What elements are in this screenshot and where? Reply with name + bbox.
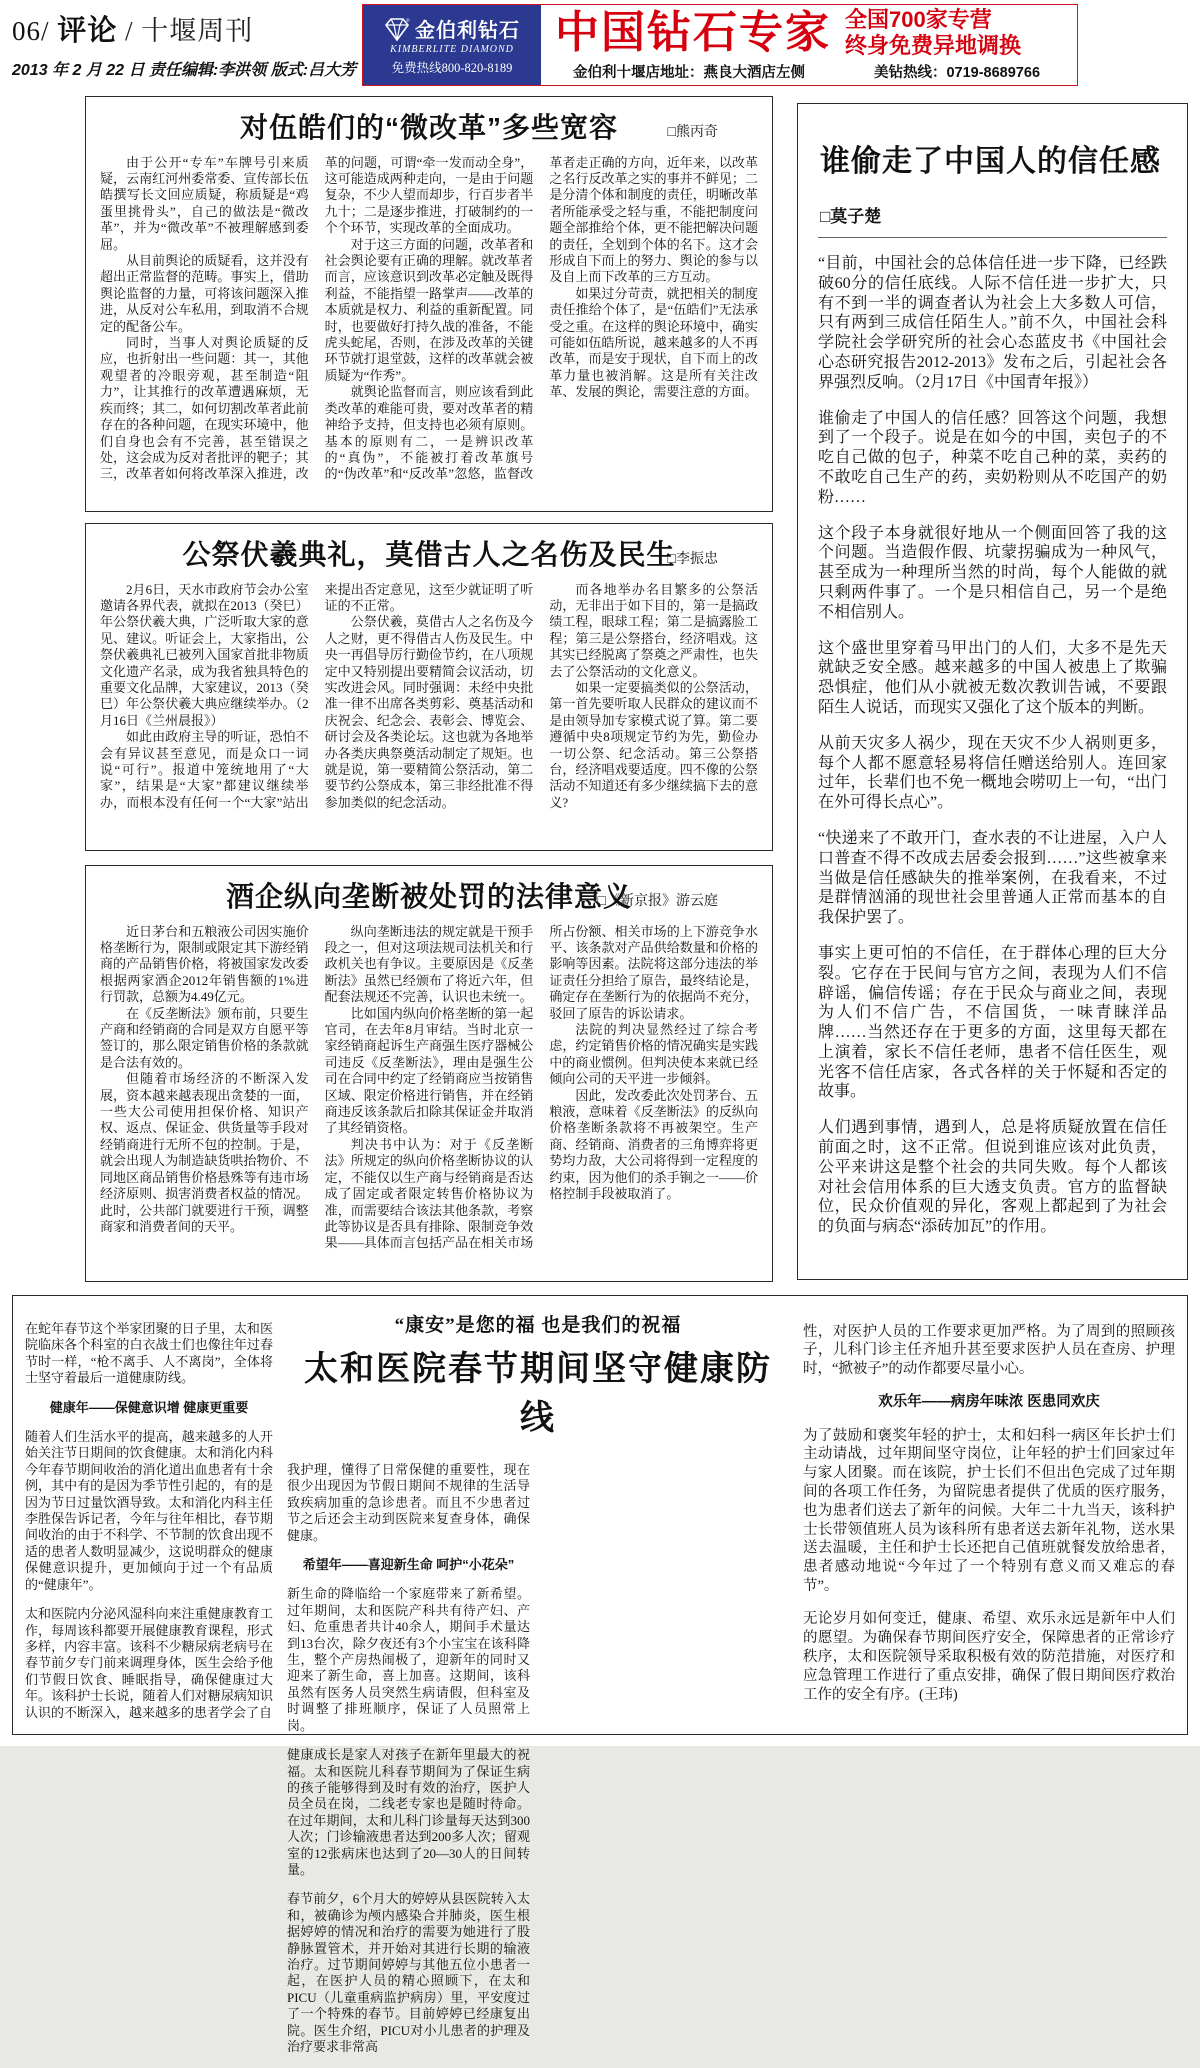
article-micro-reform	[85, 96, 773, 512]
paragraph: “快递来了不敢开门，查水表的不让进屋，入户人口普查不得不改成去居委会报到……”这些被拿来当做是信任感缺失的推举案例，在我看来，不过是群情汹涌的现世社会里普通人正常而基本的自我保护罢了。	[818, 829, 1167, 927]
paragraph: 春节前夕，6个月大的婷婷从县医院转入太和，被确诊为颅内感染合并肺炎，医生根据婷婷的情况和治疗的需要为她进行了股静脉置管术，并开始对其进行长期的输液治疗。过节期间婷婷与其他五位小患者一起，在医护人员的精心照顾下，在太和PICU（儿童重病监护病房）里，平安度过了一个特殊的春节。目前婷婷已经康复出院。医生介绍，PICU对小儿患者的护理及治疗要求非常高	[287, 1891, 530, 2054]
paragraph: 从目前舆论的质疑看，这并没有超出正常监督的范畴。事实上，借助舆论监督的力量，可将该问题深入推进，从反对公车私用，到取消不合规定的配备公车。	[100, 253, 309, 334]
article-body	[100, 582, 758, 832]
article-title: 公祭伏羲典礼，莫借古人之名伤及民生	[182, 539, 676, 570]
hospital-feature	[12, 1295, 1188, 2054]
feature-right-paragraphs	[803, 1427, 1175, 1705]
feature-subhead-hope: 希望年——喜迎新生命 呵护“小花朵”	[302, 1557, 515, 1573]
masthead	[12, 8, 357, 80]
article-author: □李振忠	[667, 551, 718, 567]
paragraph: 纵向垄断违法的规定就是干预手段之一，但对这项法规司法机关和行政机关也有争议。主要原因是《反垄断法》虽然已经颁布了将近六年，但配套法规还不完善，认识也未统一。	[324, 923, 534, 1005]
folio-line	[12, 8, 352, 49]
ad-main-area	[541, 5, 1077, 85]
article-author: □莫子楚	[820, 207, 882, 226]
ad-slogan-line1: 全国700家专营	[845, 7, 992, 32]
paragraph: 无论岁月如何变迁，健康、希望、欢乐永远是新年中人们的愿望。为确保春节期间医疗安全，保障患者的正常诊疗秩序，太和医院领导采取积极有效的防范措施，对医疗和应急管理工作进行了重点安排，确保了假日期间医疗救治工作的安全有序。(王玮)	[803, 1611, 1175, 1703]
feature-left-paragraphs	[25, 1429, 273, 1721]
paragraph: 在《反垄断法》颁布前，只要生产商和经销商的合同是双方自愿平等签订的，那么限定销售价格的条款就是合法有效的。	[100, 1005, 309, 1070]
paragraph: 我护理，懂得了日常保健的重要性，现在很少出现因为节假日期间不规律的生活导致疾病加重的急诊患者。而且不少患者过节之后还会主动到医院来复查身体，确保健康。	[287, 1462, 530, 1543]
feature-kicker: “康安”是您的福 也是我们的祝福	[394, 1315, 682, 1336]
paragraph: 对于这三方面的问题，改革者和社会舆论要有正确的理解。就改革者而言，应该意识到改革必定触及既得利益，不能指望一路掌声——改革的本质就是权力、利益的重新配置。同时，也要做好打持久战的准备，不能虎头蛇尾，否则，在涉及改革的关键环节就打退堂鼓，这样的改革就会被质疑为“作秀”。	[324, 236, 534, 383]
feature-subhead-joy: 欢乐年——病房年味浓 医患同欢庆	[878, 1394, 1100, 1411]
paragraph: 在蛇年春节这个举家团聚的日子里，太和医院临床各个科室的白衣战士们也像往年过春节时一样，“枪不离手、人不离岗”，全体将士坚守着最后一道健康防线。	[25, 1321, 273, 1386]
paragraph: 这个盛世里穿着马甲出门的人们，大多不是先天就缺乏安全感。越来越多的中国人被患上了欺骗恐惧症，他们从小就被无数次教训告诫，不要跟陌生人说话，而现实又强化了这个版本的判断。	[818, 639, 1167, 716]
paragraph: 随着人们生活水平的提高，越来越多的人开始关注节日期间的饮食健康。太和消化内科今年春节期间收治的消化道出血患者有十余例，其中有的是因为季节性引起的，有的是因为节日过量饮酒导致。太和消化内科主任李胜保告诉记者，今年与往年相比，春节期间收治的由于不科学、不节制的饮食出现不适的患者人数明显减少，这说明群众的健康保健意识提升，更加倾向于过一个有品质的“健康年”。	[25, 1429, 273, 1592]
paragraph: 如果一定要搞类似的公祭活动，第一首先要听取人民群众的建议而不是由领导加专家模式说了算。第二要遵循中央8项规定节约为先，勤俭办一切公祭、纪念活动。第三公祭搭台，经济唱戏要适度。四不像的公祭活动不知道还有多少继续搞下去的意义?	[549, 680, 758, 810]
paragraph: 由于公开“专车”车牌号引来质疑，云南红河州委常委、宣传部长伍皓撰写长文回应质疑，称质疑是“鸡蛋里挑骨头”，自己的做法是“微改革”，并为“微改革”不被理解感到委屈。	[100, 154, 309, 252]
article-liquor-monopoly	[85, 865, 773, 1282]
article-title: 酒企纵向垄断被处罚的法律意义	[225, 881, 632, 912]
paragraph: 这个段子本身就很好地从一个侧面回答了我的这个问题。当造假作假、坑蒙拐骗成为一种风气，甚至成为一种理所当然的时尚，每个人能做的就只剩两件事了。一个是只相信自己，另一个是绝不相信别人。	[818, 524, 1167, 621]
paragraph: 如此由政府主导的听证，恐怕不会有异议甚至意见，而是众口一词说“可行”。报道中笼统地用了“大家”，结果是“大家”都建议继续举办，而根本没有任何一个“大家”站出来提出否定意见，这至少就证明了听证的不正常。	[100, 581, 534, 810]
paragraph: 因此，发改委此次处罚茅台、五粮液，意味着《反垄断法》的反纵向价格垄断条款将不再被架空。生产商、经销商、消费者的三角博弈将更势均力敌，大公司将得到一定程度的约束，因为他们的杀手锏之一——价格控制手段被取消了。	[549, 1087, 758, 1202]
ad-brand-name-en: KIMBERLITE DIAMOND	[390, 44, 514, 55]
paragraph: 比如国内纵向价格垄断的第一起官司，在去年8月审结。当时北京一家经销商起诉生产商强生医疗器械公司违反《反垄断法》，理由是强生公司在合同中约定了经销商应当按销售区域、限定价格进行销售，并在经销商违反该条款后扣除其保证金并取消了其经销资格。	[324, 1005, 534, 1136]
paragraph: 而各地举办名目繁多的公祭活动，无非出于如下目的，第一是搞政绩工程，眼球工程；第二是搞露脸工程；第三是公祭搭台，经济唱戏。这其实已经脱离了祭奠之严肃性，也失去了公祭活动的文化意义。	[549, 581, 758, 679]
paragraph: 2月6日，天水市政府节会办公室邀请各界代表，就拟在2013（癸巳）年公祭伏羲大典，广泛听取大家的意见、建议。听证会上，大家指出，公祭伏羲典礼已被列入国家首批非物质文化遗产名录，成为我省独具特色的重要文化品牌，大家建议，2013（癸巳）年公祭伏羲大典应继续举办。（2月16日《兰州晨报》）	[100, 581, 309, 728]
section-label: 评论	[57, 15, 118, 47]
paragraph: 公祭伏羲，莫借古人之名伤及今人之财，更不得借古人伤及民生。中央一再倡导厉行勤俭节约，在八项规定中又特别提出要精简会议活动，切实改进会风。同时强调：未经中央批准一律不出席各类剪彩、奠基活动和庆祝会、纪念会、表彰会、博览会、研讨会及各类论坛。这也就为各地举办各类庆典祭奠活动制定了规矩。也就是说，第一要精简公祭活动，第二要节约公祭成本，第三非经批准不得参加类似的纪念活动。	[324, 614, 534, 810]
page-number: 06/	[12, 16, 50, 46]
ad-brand-name-cn: 金伯利钻石	[415, 20, 520, 42]
ad-store-address: 金伯利十堰店地址：燕良大酒店左侧	[573, 65, 805, 81]
paragraph: 太和医院内分泌风湿科向来注重健康教育工作，每周该科都要开展健康教育课程，形式多样，内容丰富。该科不少糖尿病老病号在春节前夕专门前来调理身体，医生会给予他们节假日饮食、睡眠指导，确保健康过大年。该科护士长说，随着人们对糖尿病知识认识的不断深入，越来越多的患者学会了自	[25, 1606, 273, 1720]
diamond-advertisement	[362, 4, 1078, 86]
paragraph: 从前天灾多人祸少，现在天灾不少人祸则更多，每个人都不愿意轻易将信任赠送给别人。连回家过年，长辈们也不免一概地会唠叨上一句，“出门在外可得长点心”。	[818, 734, 1167, 812]
paragraph: “目前，中国社会的总体信任进一步下降，已经跌破60分的信任底线。人际不信任进一步扩大，只有不到一半的调查者认为社会上大多数人可信，只有两到三成信任陌生人。”前不久，中国社会科学院社会学研究所的社会心态蓝皮书《中国社会心态研究报告2012-2013》发布之后，引起社会各界强烈反响。（2月17日《中国青年报》）	[818, 255, 1167, 391]
paragraph: 但随着市场经济的不断深入发展，资本越来越表现出贪婪的一面，一些大公司使用担保价格、知识产权、返点、保证金、供货量等手段对经销商进行无所不包的控制。于是，就会出现人为制造缺货哄抬物价、不同地区商品销售价格悬殊等有违市场经济原则、损害消费者权益的情况。此时，公共部门就要进行干预，调整商家和消费者间的天平。	[100, 1071, 309, 1234]
paragraph: 近日茅台和五粮液公司因实施价格垄断行为，限制或限定其下游经销商的产品销售价格，将被国家发改委根据两家酒企2012年销售额的1%进行罚款，总额为4.49亿元。	[100, 923, 309, 1005]
paragraph: 性，对医护人员的工作要求更加严格。为了周到的照顾孩子，儿科门诊主任齐旭升甚至要求医护人员在查房、护理时，“掀被子”的动作都要尽量小心。	[803, 1323, 1175, 1378]
feature-subhead-health: 健康年——保健意识增 健康更重要	[49, 1399, 249, 1415]
article-trust-column	[797, 103, 1188, 1280]
feature-center-column	[287, 1308, 789, 2054]
paragraph: 法院的判决显然经过了综合考虑，约定销售价格的情况确实是实践中的商业惯例。但判决使本来就已经倾向公司的天平进一步倾斜。	[549, 1022, 758, 1087]
svg-text:®: ®	[406, 18, 410, 24]
paragraph: 人们遇到事情，遇到人，总是将质疑放置在信任前面之时，这不正常。但说到谁应该对此负责，公平来讲这是整个社会的共同失败。每个人都该对社会信用体系的巨大透支负责。官方的监督缺位，民众价值观的异化，客观上都起到了为社会的负面与病态“添砖加瓦”的作用。	[818, 1119, 1167, 1236]
article-fuxi-ceremony	[85, 523, 773, 851]
article-author: □熊丙奇	[667, 124, 718, 140]
separator: /	[125, 16, 134, 46]
feature-headline: 太和医院春节期间坚守健康防线	[304, 1351, 772, 1437]
paragraph: 健康成长是家人对孩子在新年里最大的祝福。太和医院儿科春节期间为了保证生病的孩子能够得到及时有效的治疗，医护人员全员在岗，二线老专家也是随时待命。在过年期间，太和儿科门诊量每天达到300人次；门诊输液患者达到200多人次；留观室的12张病床也达到了20—30人的日间转量。	[287, 1747, 530, 1877]
ad-brand-panel	[363, 5, 541, 85]
paragraph: 就舆论监督而言，则应该看到此类改革的难能可贵，要对改革者的精神给予支持，但支持也必须有原则。基本的原则有二，一是辨识改革的“真伪”，不能被打着改革旗号的“伪改革”和“反改革”忽悠，监督改革者走正确的方向，近年来，以改革之名行反改革之实的事并不鲜见；二是分清个体和制度的责任，明晰改革者所能承受之轻与重，不能把制度问题全部推给个体，更不能把解决问题的责任，全划到个体的名下。这才会形成自下而上的努力、舆论的参与以及自上而下改革的三方互动。	[324, 154, 758, 482]
article-body	[100, 924, 758, 1262]
ad-hotline: 免费热线800-820-8189	[391, 61, 513, 75]
ad-headline: 中国钻石专家	[555, 8, 831, 57]
ad-slogan-line2: 终身免费异地调换	[845, 33, 1022, 58]
date-editor-line: 2013 年 2 月 22 日 责任编辑:李洪领 版式:吕大芳	[12, 62, 357, 79]
paragraph: 为了鼓励和褒奖年轻的护士，太和妇科一病区年长护士们主动请战，过年期间坚守岗位，让年轻的护士们回家过年与家人团聚。而在该院，护士长们不但出色完成了过年期间的各项工作任务，为留院患者提供了优质的医疗服务，也为患者们送去了新年的问候。大年二十九当天，该科护士长带领值班人员为该科所有患者送去新年礼物，送水果送去温暖，主任和护士长还把自己值班就餐发放给患者，患者感动地说“今年过了一个特别有意义而又难忘的春节”。	[803, 1427, 1175, 1595]
ad-slogans	[845, 7, 1077, 59]
paragraph: 新生命的降临给一个家庭带来了新希望。过年期间，太和医院产科共有待产妇、产妇、危重患者共计40余人，期间手术量达到13台次，除夕夜还有3个小宝宝在该科降生，整个产房热闹极了，迎新年的同时又迎来了新生命，喜上加喜。这期间，该科虽然有医务人员突然生病请假，但科室及时调整了排班顺序，保证了人员照常上岗。	[287, 1586, 530, 1733]
feature-right-column	[803, 1308, 1175, 1722]
feature-center-body	[287, 1449, 789, 2068]
feature-left-column	[25, 1308, 273, 1722]
article-body	[100, 155, 758, 491]
diamond-logo-icon	[384, 17, 410, 41]
paragraph: 同时，当事人对舆论质疑的反应，也折射出一些问题：其一，其他观望者的冷眼旁观，甚至制造“阻力”，让其推行的改革遭遇麻烦，无疾而终；其二，如何切割改革者此前存在的各种问题，在现实环境中，他们自身也会有不完善，甚至错误之处，这会成为反对者批评的靶子；其三，改革者如何将改革深入推进，改革的问题，可谓“牵一发而动全身”，这可能造成两种走向，一是由于问题复杂，不少人望而却步，行百步者半九十；二是逐步推进，打破制约的一个个环节，实现改革的全面成功。	[100, 154, 534, 482]
ad-phone: 美钻热线：0719-8689766	[873, 65, 1041, 81]
paragraph: 判决书中认为：对于《反垄断法》所规定的纵向价格垄断协议的认定，不能仅以生产商与经销商是否达成了固定或者限定转售价格协议为准，而需要结合该法其他条款，考察此等协议是否具有排除、限制竞争效果——具体而言包括产品在相关市场所占份额、相关市场的上下游竞争水平、该条款对产品供给数量和价格的影响等因素。法院将这部分违法的举证责任分担给了原告，最终结论是，确定存在垄断行为的依据尚不充分，驳回了原告的诉讼请求。	[324, 923, 758, 1251]
paragraph: 如果过分苛责，就把相关的制度责任推给个体了，是“伍皓们”无法承受之重。在这样的舆论环境中，确实可能如伍皓所说，越来越多的人不再改革，而是安于现状，自下而上的改革力量也被消解。这是所有关注改革、发展的舆论，需要注意的方面。	[549, 285, 758, 400]
article-body	[818, 254, 1167, 1237]
article-title: 谁偷走了中国人的信任感	[820, 145, 1161, 178]
article-title: 对伍皓们的“微改革”多些宽容	[239, 112, 618, 143]
paragraph: 事实上更可怕的不信任，在于群体心理的巨大分裂。它存在于民间与官方之间，表现为人们不信辟谣，偏信传谣；存在于民众与商业之间，表现为人们不信广告，不信国货，一味青睐洋品牌……当然还存在于更多的方面，这里每天都在上演着，家长不信任老师，患者不信任医生，观光客不信任店家，各式各样的关于怀疑和否定的故事。	[818, 944, 1167, 1101]
feature-center-paragraphs	[287, 1586, 530, 2055]
byline-rule	[818, 237, 1167, 238]
paragraph: 谁偷走了中国人的信任感？回答这个问题，我想到了一个段子。说是在如今的中国，卖包子的不吃自己做的包子，种菜不吃自己种的菜，卖药的不敢吃自己生产的药，卖奶粉则从不吃国产的奶粉……	[818, 409, 1167, 506]
article-author: □《新京报》游云庭	[597, 893, 718, 909]
publication-name: 十堰周刊	[141, 16, 254, 46]
